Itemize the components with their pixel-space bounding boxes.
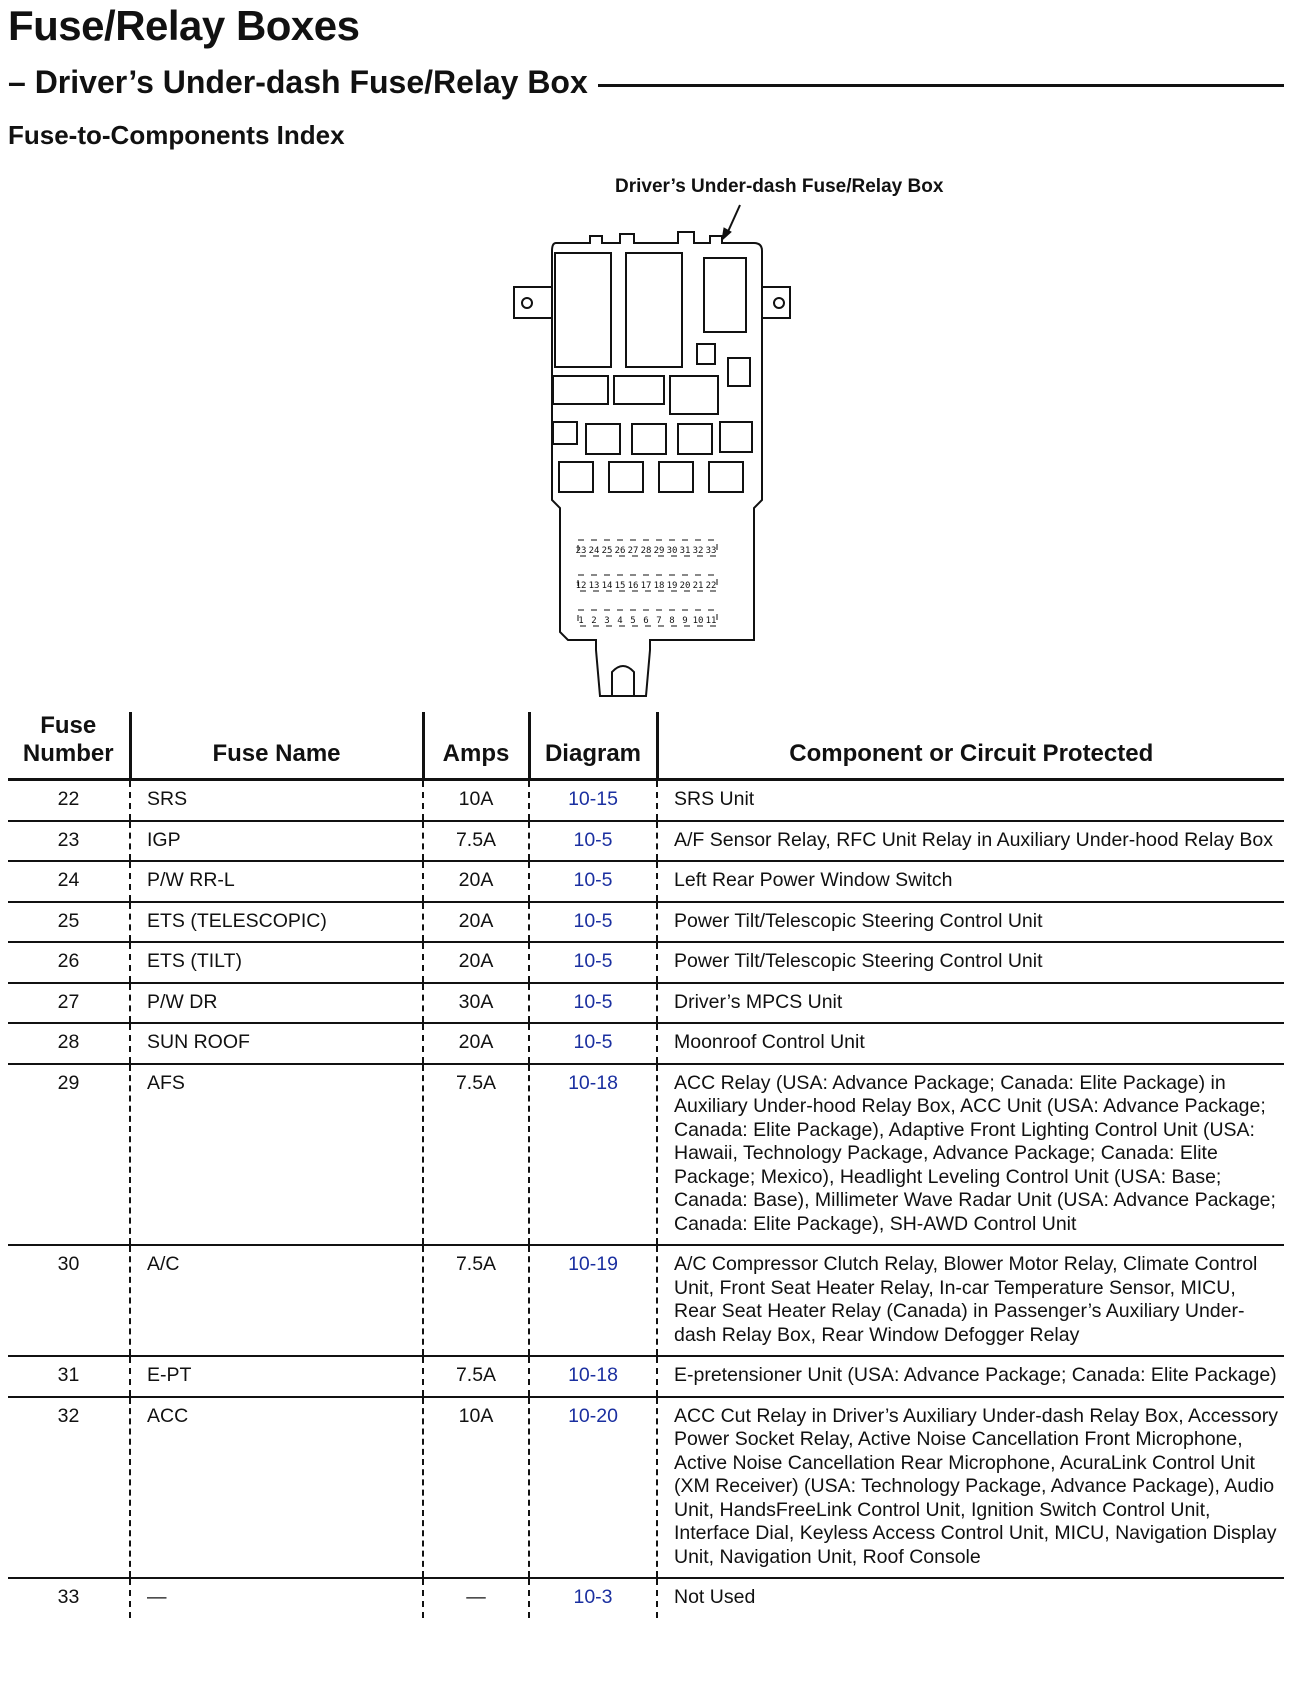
- amps-cell: 7.5A: [423, 1356, 529, 1397]
- relay-square-2: [609, 462, 643, 492]
- table-row: [8, 983, 1284, 1024]
- fuse-label: 25: [601, 546, 613, 556]
- relay-square-3: [659, 462, 693, 492]
- diagram-link[interactable]: 10-18: [529, 1064, 657, 1246]
- component-cell: Power Tilt/Telescopic Steering Control Unit: [657, 942, 1284, 983]
- relay-small-4: [678, 424, 712, 454]
- fuse-number-cell: 28: [57, 1031, 80, 1053]
- right-mount-hole: [774, 298, 784, 308]
- component-cell: Power Tilt/Telescopic Steering Control Unit: [657, 902, 1284, 943]
- header-component: Component or Circuit Protected: [657, 712, 1284, 780]
- bottom-tab-slot: [612, 666, 634, 696]
- diagram-link[interactable]: 10-5: [529, 942, 657, 983]
- amps-cell: 20A: [423, 902, 529, 943]
- table-row: [8, 780, 1284, 821]
- table-row: [8, 1578, 1284, 1618]
- section-dash: –: [8, 64, 26, 100]
- fuse-name-cell: E-PT: [130, 1356, 423, 1397]
- fuse-label: 20: [679, 581, 691, 591]
- fuse-number-cell: 26: [57, 950, 80, 972]
- fuse-label: 11: [705, 616, 717, 626]
- amps-cell: 20A: [423, 1023, 529, 1064]
- left-mount-ear: [514, 287, 552, 318]
- fuse-label: 33: [705, 546, 717, 556]
- fuse-label: 19: [666, 581, 678, 591]
- fuse-label: 8: [669, 616, 675, 626]
- fuse-label: 6: [643, 616, 649, 626]
- fuse-label: 7: [656, 616, 662, 626]
- component-cell: SRS Unit: [657, 780, 1284, 821]
- fuse-label: 12: [575, 581, 587, 591]
- relay-large-1: [555, 253, 611, 367]
- table-row: [8, 1356, 1284, 1397]
- fuse-name-cell: ACC: [130, 1397, 423, 1579]
- table-row: [8, 942, 1284, 983]
- fuse-box-diagram: [0, 0, 1294, 712]
- component-cell: ACC Relay (USA: Advance Package; Canada: Elite Package) in Auxiliary Under-hood Relay Box, ACC Unit (USA: Advance Package; Canada: Elite Package), Adaptive Front Lighting Control Unit (USA: Hawaii, Technology Package, Advance Package; Canada: Elite Package; Mexico), Headlight Leveling Control Unit (USA: Base; Canada: Base), Millimeter Wave Radar Unit (USA: Advance Package; Canada: Elite Package), SH-AWD Control Unit: [657, 1064, 1284, 1246]
- table-row: [8, 1023, 1284, 1064]
- fuse-label: 31: [679, 546, 691, 556]
- fuse-number-cell: 22: [57, 788, 80, 810]
- table-row: [8, 1064, 1284, 1246]
- left-mount-hole: [522, 298, 532, 308]
- component-cell: E-pretensioner Unit (USA: Advance Package; Canada: Elite Package): [657, 1356, 1284, 1397]
- fuse-name-cell: IGP: [130, 821, 423, 862]
- fuse-number-cell: 30: [57, 1253, 80, 1275]
- table-header-row: [8, 712, 1284, 780]
- table-row: [8, 1245, 1284, 1356]
- fuse-label: 23: [575, 546, 587, 556]
- amps-cell: —: [423, 1578, 529, 1618]
- fuse-label: 5: [630, 616, 636, 626]
- fuse-name-cell: A/C: [130, 1245, 423, 1356]
- fuse-number-cell: 25: [57, 909, 80, 932]
- component-cell: A/F Sensor Relay, RFC Unit Relay in Auxiliary Under-hood Relay Box: [657, 821, 1284, 862]
- relay-mid-1: [553, 376, 608, 404]
- fuse-name-cell: P/W DR: [130, 983, 423, 1024]
- amps-cell: 7.5A: [423, 1064, 529, 1246]
- fuse-label: 4: [617, 616, 623, 626]
- fuse-label: 28: [640, 546, 652, 556]
- amps-cell: 20A: [423, 861, 529, 902]
- fuse-name-cell: AFS: [130, 1064, 423, 1246]
- component-cell: Driver’s MPCS Unit: [657, 983, 1284, 1024]
- fuse-label: 18: [653, 581, 665, 591]
- relay-large-2: [626, 253, 682, 367]
- relay-small-5: [720, 422, 752, 452]
- fuse-number-cell: 24: [57, 869, 80, 891]
- relay-small-1: [553, 422, 577, 444]
- diagram-label: Driver’s Under-dash Fuse/Relay Box: [615, 176, 944, 197]
- fuse-label: 30: [666, 546, 678, 556]
- diagram-link[interactable]: 10-3: [529, 1578, 657, 1618]
- fuse-label: 26: [614, 546, 626, 556]
- fuse-label: 3: [604, 616, 610, 626]
- relay-square-4: [709, 462, 743, 492]
- fuse-label: 10: [692, 616, 704, 626]
- amps-cell: 7.5A: [423, 1245, 529, 1356]
- small-socket-2: [728, 358, 750, 386]
- fuse-number-cell: 31: [57, 1364, 80, 1386]
- table-row: [8, 1397, 1284, 1579]
- fuse-label: 27: [627, 546, 639, 556]
- diagram-link[interactable]: 10-5: [529, 902, 657, 943]
- relay-large-3: [704, 258, 746, 332]
- page-title: Fuse/Relay Boxes: [8, 2, 360, 49]
- fuse-name-cell: —: [130, 1578, 423, 1618]
- fuse-label: 1: [578, 616, 584, 626]
- fuse-name-cell: ETS (TILT): [130, 942, 423, 983]
- header-diagram: Diagram: [529, 712, 657, 780]
- section-title: Driver’s Under-dash Fuse/Relay Box: [34, 64, 588, 100]
- relay-small-3: [632, 424, 666, 454]
- relay-small-2: [586, 424, 620, 454]
- diagram-link[interactable]: 10-15: [529, 780, 657, 821]
- component-cell: ACC Cut Relay in Driver’s Auxiliary Under-dash Relay Box, Accessory Power Socket Relay, Active Noise Cancellation Front Microphone, Active Noise Cancellation Rear Microphone, AcuraLink Control Unit (XM Receiver) (USA: Technology Package, Advance Package), Audio Unit, HandsFreeLink Control Unit, Ignition Switch Control Unit, Interface Dial, Keyless Access Control Unit, MICU, Navigation Display Unit, Navigation Unit, Roof Console: [657, 1397, 1284, 1579]
- diagram-link[interactable]: 10-5: [529, 983, 657, 1024]
- relay-mid-3: [670, 376, 718, 414]
- fuse-label: 32: [692, 546, 704, 556]
- fuse-label: 29: [653, 546, 665, 556]
- fuse-number-cell: 29: [57, 1071, 80, 1094]
- fuse-label: 15: [614, 581, 626, 591]
- fuse-name-cell: ETS (TELESCOPIC): [130, 902, 423, 943]
- amps-cell: 10A: [423, 1397, 529, 1579]
- diagram-link[interactable]: 10-19: [529, 1245, 657, 1356]
- diagram-link[interactable]: 10-5: [529, 861, 657, 902]
- fuse-label: 24: [588, 546, 600, 556]
- relay-mid-2: [614, 376, 664, 404]
- fuse-label: 16: [627, 581, 639, 591]
- right-mount-ear: [762, 287, 790, 318]
- diagram-link[interactable]: 10-18: [529, 1356, 657, 1397]
- amps-cell: 20A: [423, 942, 529, 983]
- fuse-number-cell: 33: [57, 1586, 80, 1608]
- component-cell: Left Rear Power Window Switch: [657, 861, 1284, 902]
- component-cell: A/C Compressor Clutch Relay, Blower Motor Relay, Climate Control Unit, Front Seat Heater Relay, In-car Temperature Sensor, MICU, Rear Seat Heater Relay (Canada) in Passenger’s Auxiliary Under-dash Relay Box, Rear Window Defogger Relay: [657, 1245, 1284, 1356]
- fuse-label: 13: [588, 581, 600, 591]
- relay-square-1: [559, 462, 593, 492]
- fuse-name-cell: SUN ROOF: [130, 1023, 423, 1064]
- component-cell: Moonroof Control Unit: [657, 1023, 1284, 1064]
- diagram-link[interactable]: 10-5: [529, 1023, 657, 1064]
- diagram-link[interactable]: 10-20: [529, 1397, 657, 1579]
- header-fuse-name: Fuse Name: [130, 712, 423, 780]
- fuse-name-cell: P/W RR-L: [130, 861, 423, 902]
- fuse-table: [8, 712, 1284, 1618]
- fuse-label: 14: [601, 581, 613, 591]
- table-row: [8, 821, 1284, 862]
- header-amps: Amps: [423, 712, 529, 780]
- small-socket-1: [697, 344, 715, 364]
- fuse-number-cell: 32: [57, 1404, 80, 1427]
- table-row: [8, 902, 1284, 943]
- amps-cell: 7.5A: [423, 821, 529, 862]
- header-fuse-number: Fuse Number: [22, 712, 114, 767]
- amps-cell: 30A: [423, 983, 529, 1024]
- fuse-name-cell: SRS: [130, 780, 423, 821]
- fuse-label: 22: [705, 581, 717, 591]
- amps-cell: 10A: [423, 780, 529, 821]
- fuse-number-cell: 23: [57, 828, 80, 851]
- diagram-link[interactable]: 10-5: [529, 821, 657, 862]
- table-row: [8, 861, 1284, 902]
- fuse-label: 2: [591, 616, 597, 626]
- fuse-label: 17: [640, 581, 652, 591]
- component-cell: Not Used: [657, 1578, 1284, 1618]
- fuse-label: 9: [682, 616, 688, 626]
- index-title: Fuse-to-Components Index: [8, 120, 345, 150]
- fuse-number-cell: 27: [57, 990, 80, 1013]
- fuse-label: 21: [692, 581, 704, 591]
